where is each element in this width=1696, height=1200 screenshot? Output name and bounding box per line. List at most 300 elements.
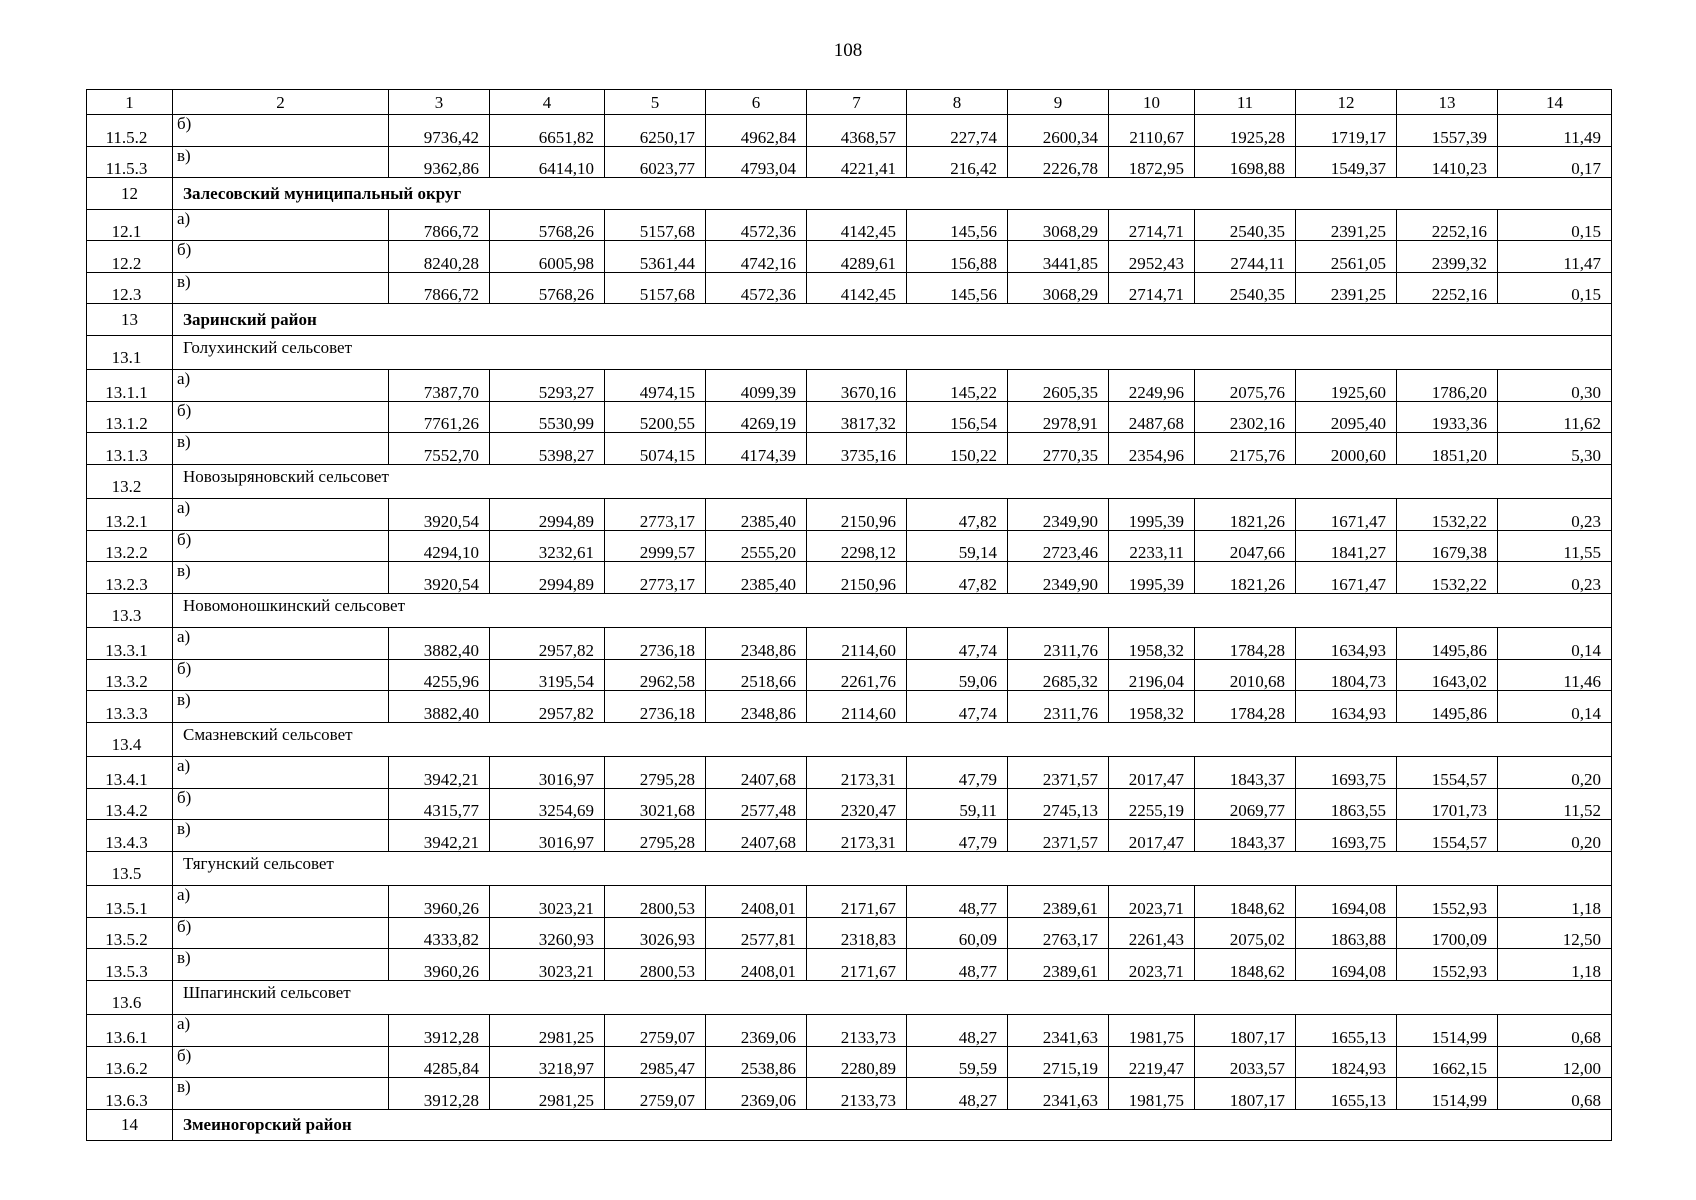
value-cell: 2723,46 — [1008, 530, 1109, 562]
table-row — [87, 530, 1612, 562]
value-cell: 0,17 — [1498, 146, 1612, 178]
value-cell: 2408,01 — [706, 886, 807, 918]
value-cell: 1655,13 — [1296, 1015, 1397, 1047]
value-cell: 1807,17 — [1195, 1015, 1296, 1047]
value-cell: 2261,76 — [807, 659, 907, 691]
value-cell: 59,11 — [907, 788, 1008, 820]
value-cell: 1,18 — [1498, 949, 1612, 981]
value-cell: 1532,22 — [1397, 499, 1498, 531]
value-cell: 1698,88 — [1195, 146, 1296, 178]
value-cell: 6023,77 — [605, 146, 706, 178]
value-cell: 2407,68 — [706, 757, 807, 789]
value-cell: 2017,47 — [1109, 820, 1195, 852]
row-code: 14 — [87, 1109, 173, 1141]
value-cell: 2341,63 — [1008, 1015, 1109, 1047]
value-cell: 1843,37 — [1195, 820, 1296, 852]
value-cell: 2114,60 — [807, 691, 907, 723]
row-code: 13.2.1 — [87, 499, 173, 531]
row-code: 13.4.2 — [87, 788, 173, 820]
value-cell: 3068,29 — [1008, 272, 1109, 304]
value-cell: 1693,75 — [1296, 757, 1397, 789]
value-cell: 7866,72 — [389, 209, 490, 241]
value-cell: 1495,86 — [1397, 628, 1498, 660]
value-cell: 1634,93 — [1296, 628, 1397, 660]
row-code: 13.3.2 — [87, 659, 173, 691]
value-cell: 3016,97 — [490, 757, 605, 789]
value-cell: 2685,32 — [1008, 659, 1109, 691]
row-variant-label: а) — [173, 886, 389, 918]
value-cell: 2391,25 — [1296, 272, 1397, 304]
value-cell: 2110,67 — [1109, 115, 1195, 147]
value-cell: 3441,85 — [1008, 241, 1109, 273]
value-cell: 1933,36 — [1397, 401, 1498, 433]
table-row — [87, 1046, 1612, 1078]
value-cell: 2736,18 — [605, 691, 706, 723]
section-title: Змеиногорский район — [173, 1109, 1612, 1141]
row-code: 13.1 — [87, 335, 173, 370]
value-cell: 1848,62 — [1195, 949, 1296, 981]
value-cell: 2981,25 — [490, 1015, 605, 1047]
value-cell: 2538,86 — [706, 1046, 807, 1078]
table-row — [87, 659, 1612, 691]
value-cell: 1786,20 — [1397, 370, 1498, 402]
value-cell: 2795,28 — [605, 757, 706, 789]
row-code: 13.1.2 — [87, 401, 173, 433]
value-cell: 1995,39 — [1109, 499, 1195, 531]
value-cell: 3254,69 — [490, 788, 605, 820]
value-cell: 2773,17 — [605, 562, 706, 594]
value-cell: 1554,57 — [1397, 820, 1498, 852]
value-cell: 3021,68 — [605, 788, 706, 820]
value-cell: 1557,39 — [1397, 115, 1498, 147]
value-cell: 2233,11 — [1109, 530, 1195, 562]
table-row — [87, 272, 1612, 304]
table-row — [87, 788, 1612, 820]
value-cell: 2759,07 — [605, 1078, 706, 1110]
page-number: 108 — [833, 40, 863, 61]
value-cell: 9362,86 — [389, 146, 490, 178]
row-code: 13.6.2 — [87, 1046, 173, 1078]
value-cell: 1784,28 — [1195, 691, 1296, 723]
value-cell: 7387,70 — [389, 370, 490, 402]
value-cell: 4285,84 — [389, 1046, 490, 1078]
value-cell: 0,14 — [1498, 628, 1612, 660]
value-cell: 1662,15 — [1397, 1046, 1498, 1078]
value-cell: 2255,19 — [1109, 788, 1195, 820]
value-cell: 2017,47 — [1109, 757, 1195, 789]
value-cell: 5768,26 — [490, 272, 605, 304]
row-code: 13.5.2 — [87, 917, 173, 949]
column-header: 6 — [706, 90, 807, 115]
value-cell: 2371,57 — [1008, 820, 1109, 852]
value-cell: 2962,58 — [605, 659, 706, 691]
value-cell: 2298,12 — [807, 530, 907, 562]
row-variant-label: а) — [173, 628, 389, 660]
value-cell: 2952,43 — [1109, 241, 1195, 273]
value-cell: 2075,02 — [1195, 917, 1296, 949]
value-cell: 1925,28 — [1195, 115, 1296, 147]
row-variant-label: в) — [173, 949, 389, 981]
value-cell: 4269,19 — [706, 401, 807, 433]
value-cell: 1821,26 — [1195, 562, 1296, 594]
value-cell: 1655,13 — [1296, 1078, 1397, 1110]
value-cell: 3023,21 — [490, 886, 605, 918]
value-cell: 2399,32 — [1397, 241, 1498, 273]
table-row — [87, 209, 1612, 241]
value-cell: 2577,81 — [706, 917, 807, 949]
value-cell: 1694,08 — [1296, 949, 1397, 981]
value-cell: 3912,28 — [389, 1078, 490, 1110]
value-cell: 2095,40 — [1296, 401, 1397, 433]
value-cell: 3218,97 — [490, 1046, 605, 1078]
value-cell: 2000,60 — [1296, 433, 1397, 465]
value-cell: 5293,27 — [490, 370, 605, 402]
value-cell: 2369,06 — [706, 1015, 807, 1047]
table-row — [87, 370, 1612, 402]
value-cell: 2349,90 — [1008, 499, 1109, 531]
value-cell: 2175,76 — [1195, 433, 1296, 465]
value-cell: 4974,15 — [605, 370, 706, 402]
value-cell: 2999,57 — [605, 530, 706, 562]
value-cell: 2385,40 — [706, 499, 807, 531]
column-header: 9 — [1008, 90, 1109, 115]
value-cell: 1410,23 — [1397, 146, 1498, 178]
row-code: 11.5.2 — [87, 115, 173, 147]
row-code: 13.4.3 — [87, 820, 173, 852]
table-row — [87, 115, 1612, 147]
row-variant-label: а) — [173, 499, 389, 531]
row-code: 13.1.3 — [87, 433, 173, 465]
value-cell: 1552,93 — [1397, 949, 1498, 981]
column-header: 14 — [1498, 90, 1612, 115]
value-cell: 2311,76 — [1008, 691, 1109, 723]
row-code: 13 — [87, 304, 173, 336]
row-variant-label: в) — [173, 820, 389, 852]
value-cell: 4099,39 — [706, 370, 807, 402]
value-cell: 0,68 — [1498, 1015, 1612, 1047]
table-row — [87, 757, 1612, 789]
value-cell: 3068,29 — [1008, 209, 1109, 241]
value-cell: 0,68 — [1498, 1078, 1612, 1110]
value-cell: 5157,68 — [605, 209, 706, 241]
value-cell: 5,30 — [1498, 433, 1612, 465]
value-cell: 4174,39 — [706, 433, 807, 465]
subsection-title: Смазневский сельсовет — [173, 722, 1612, 757]
value-cell: 1981,75 — [1109, 1015, 1195, 1047]
row-variant-label: б) — [173, 401, 389, 433]
row-variant-label: а) — [173, 209, 389, 241]
value-cell: 6005,98 — [490, 241, 605, 273]
column-header: 7 — [807, 90, 907, 115]
value-cell: 3882,40 — [389, 691, 490, 723]
value-cell: 4221,41 — [807, 146, 907, 178]
value-cell: 0,14 — [1498, 691, 1612, 723]
value-cell: 48,77 — [907, 949, 1008, 981]
row-variant-label: б) — [173, 788, 389, 820]
value-cell: 7552,70 — [389, 433, 490, 465]
subsection-row — [87, 593, 1612, 628]
value-cell: 4368,57 — [807, 115, 907, 147]
table-row — [87, 1015, 1612, 1047]
value-cell: 3260,93 — [490, 917, 605, 949]
column-header: 11 — [1195, 90, 1296, 115]
row-code: 13.6.1 — [87, 1015, 173, 1047]
value-cell: 2957,82 — [490, 691, 605, 723]
subsection-title: Новозыряновский сельсовет — [173, 464, 1612, 499]
value-cell: 2133,73 — [807, 1015, 907, 1047]
value-cell: 11,47 — [1498, 241, 1612, 273]
value-cell: 1532,22 — [1397, 562, 1498, 594]
value-cell: 1554,57 — [1397, 757, 1498, 789]
value-cell: 2348,86 — [706, 628, 807, 660]
value-cell: 216,42 — [907, 146, 1008, 178]
value-cell: 60,09 — [907, 917, 1008, 949]
row-variant-label: б) — [173, 241, 389, 273]
subsection-title: Тягунский сельсовет — [173, 851, 1612, 886]
value-cell: 4289,61 — [807, 241, 907, 273]
value-cell: 1841,27 — [1296, 530, 1397, 562]
column-header: 4 — [490, 90, 605, 115]
value-cell: 2408,01 — [706, 949, 807, 981]
value-cell: 3195,54 — [490, 659, 605, 691]
section-row — [87, 304, 1612, 336]
value-cell: 145,22 — [907, 370, 1008, 402]
table-row — [87, 820, 1612, 852]
row-variant-label: в) — [173, 691, 389, 723]
value-cell: 2033,57 — [1195, 1046, 1296, 1078]
value-cell: 4315,77 — [389, 788, 490, 820]
row-code: 12.1 — [87, 209, 173, 241]
value-cell: 59,59 — [907, 1046, 1008, 1078]
value-cell: 145,56 — [907, 272, 1008, 304]
value-cell: 0,23 — [1498, 562, 1612, 594]
value-cell: 1851,20 — [1397, 433, 1498, 465]
row-variant-label: а) — [173, 1015, 389, 1047]
value-cell: 3016,97 — [490, 820, 605, 852]
value-cell: 3960,26 — [389, 886, 490, 918]
row-variant-label: в) — [173, 433, 389, 465]
value-cell: 1671,47 — [1296, 499, 1397, 531]
value-cell: 2540,35 — [1195, 272, 1296, 304]
value-cell: 2010,68 — [1195, 659, 1296, 691]
value-cell: 4142,45 — [807, 209, 907, 241]
value-cell: 7761,26 — [389, 401, 490, 433]
value-cell: 4142,45 — [807, 272, 907, 304]
value-cell: 2371,57 — [1008, 757, 1109, 789]
value-cell: 3942,21 — [389, 820, 490, 852]
value-cell: 2226,78 — [1008, 146, 1109, 178]
value-cell: 1925,60 — [1296, 370, 1397, 402]
value-cell: 12,00 — [1498, 1046, 1612, 1078]
value-cell: 2540,35 — [1195, 209, 1296, 241]
value-cell: 3942,21 — [389, 757, 490, 789]
value-cell: 4742,16 — [706, 241, 807, 273]
value-cell: 2171,67 — [807, 886, 907, 918]
value-cell: 1958,32 — [1109, 691, 1195, 723]
value-cell: 3882,40 — [389, 628, 490, 660]
value-cell: 2795,28 — [605, 820, 706, 852]
value-cell: 47,74 — [907, 628, 1008, 660]
value-cell: 1981,75 — [1109, 1078, 1195, 1110]
row-code: 12.3 — [87, 272, 173, 304]
row-variant-label: в) — [173, 146, 389, 178]
section-title: Заринский район — [173, 304, 1612, 336]
value-cell: 2280,89 — [807, 1046, 907, 1078]
subsection-row — [87, 464, 1612, 499]
value-cell: 2714,71 — [1109, 209, 1195, 241]
value-cell: 156,54 — [907, 401, 1008, 433]
table-row — [87, 691, 1612, 723]
value-cell: 5530,99 — [490, 401, 605, 433]
column-header: 13 — [1397, 90, 1498, 115]
value-cell: 1995,39 — [1109, 562, 1195, 594]
row-variant-label: б) — [173, 115, 389, 147]
value-cell: 3670,16 — [807, 370, 907, 402]
value-cell: 2252,16 — [1397, 272, 1498, 304]
value-cell: 2075,76 — [1195, 370, 1296, 402]
subsection-row — [87, 722, 1612, 757]
value-cell: 1784,28 — [1195, 628, 1296, 660]
value-cell: 1821,26 — [1195, 499, 1296, 531]
value-cell: 145,56 — [907, 209, 1008, 241]
value-cell: 2023,71 — [1109, 949, 1195, 981]
value-cell: 8240,28 — [389, 241, 490, 273]
value-cell: 1671,47 — [1296, 562, 1397, 594]
value-cell: 2714,71 — [1109, 272, 1195, 304]
value-cell: 6414,10 — [490, 146, 605, 178]
subsection-row — [87, 851, 1612, 886]
value-cell: 2605,35 — [1008, 370, 1109, 402]
value-cell: 2341,63 — [1008, 1078, 1109, 1110]
row-code: 13.5.1 — [87, 886, 173, 918]
table-body — [87, 115, 1612, 1141]
value-cell: 0,15 — [1498, 209, 1612, 241]
row-variant-label: б) — [173, 659, 389, 691]
value-cell: 2744,11 — [1195, 241, 1296, 273]
table-row — [87, 241, 1612, 273]
row-code: 13.2.2 — [87, 530, 173, 562]
row-variant-label: в) — [173, 272, 389, 304]
value-cell: 2114,60 — [807, 628, 907, 660]
value-cell: 11,55 — [1498, 530, 1612, 562]
table-row — [87, 499, 1612, 531]
value-cell: 2957,82 — [490, 628, 605, 660]
section-title: Залесовский муниципальный округ — [173, 178, 1612, 210]
value-cell: 2745,13 — [1008, 788, 1109, 820]
column-header: 8 — [907, 90, 1008, 115]
value-cell: 5768,26 — [490, 209, 605, 241]
value-cell: 3817,32 — [807, 401, 907, 433]
column-header: 1 — [87, 90, 173, 115]
value-cell: 2994,89 — [490, 499, 605, 531]
value-cell: 1700,09 — [1397, 917, 1498, 949]
value-cell: 2555,20 — [706, 530, 807, 562]
value-cell: 2173,31 — [807, 820, 907, 852]
value-cell: 1634,93 — [1296, 691, 1397, 723]
value-cell: 3232,61 — [490, 530, 605, 562]
value-cell: 7866,72 — [389, 272, 490, 304]
row-code: 11.5.3 — [87, 146, 173, 178]
table-row — [87, 433, 1612, 465]
row-variant-label: в) — [173, 562, 389, 594]
value-cell: 2800,53 — [605, 949, 706, 981]
value-cell: 2150,96 — [807, 499, 907, 531]
subsection-title: Голухинский сельсовет — [173, 335, 1612, 370]
row-code: 13.2.3 — [87, 562, 173, 594]
row-code: 13.4.1 — [87, 757, 173, 789]
value-cell: 1863,55 — [1296, 788, 1397, 820]
column-header: 2 — [173, 90, 389, 115]
value-cell: 5361,44 — [605, 241, 706, 273]
row-code: 13.4 — [87, 722, 173, 757]
value-cell: 3735,16 — [807, 433, 907, 465]
value-cell: 47,79 — [907, 820, 1008, 852]
value-cell: 3026,93 — [605, 917, 706, 949]
row-variant-label: а) — [173, 757, 389, 789]
value-cell: 4572,36 — [706, 209, 807, 241]
subsection-title: Новомоношкинский сельсовет — [173, 593, 1612, 628]
value-cell: 1693,75 — [1296, 820, 1397, 852]
value-cell: 12,50 — [1498, 917, 1612, 949]
value-cell: 1,18 — [1498, 886, 1612, 918]
value-cell: 2318,83 — [807, 917, 907, 949]
row-code: 13.5.3 — [87, 949, 173, 981]
value-cell: 5200,55 — [605, 401, 706, 433]
value-cell: 2150,96 — [807, 562, 907, 594]
value-cell: 2561,05 — [1296, 241, 1397, 273]
value-cell: 2978,91 — [1008, 401, 1109, 433]
value-cell: 2385,40 — [706, 562, 807, 594]
value-cell: 47,82 — [907, 499, 1008, 531]
value-cell: 0,15 — [1498, 272, 1612, 304]
value-cell: 150,22 — [907, 433, 1008, 465]
value-cell: 2249,96 — [1109, 370, 1195, 402]
section-row — [87, 1109, 1612, 1141]
table-row — [87, 628, 1612, 660]
row-code: 13.3.3 — [87, 691, 173, 723]
table-row — [87, 917, 1612, 949]
value-cell: 1514,99 — [1397, 1078, 1498, 1110]
value-cell: 4962,84 — [706, 115, 807, 147]
row-variant-label: б) — [173, 1046, 389, 1078]
value-cell: 2773,17 — [605, 499, 706, 531]
value-cell: 0,30 — [1498, 370, 1612, 402]
table-row — [87, 1078, 1612, 1110]
value-cell: 156,88 — [907, 241, 1008, 273]
value-cell: 11,46 — [1498, 659, 1612, 691]
value-cell: 2981,25 — [490, 1078, 605, 1110]
value-cell: 2069,77 — [1195, 788, 1296, 820]
value-cell: 2320,47 — [807, 788, 907, 820]
value-cell: 2389,61 — [1008, 886, 1109, 918]
column-header: 10 — [1109, 90, 1195, 115]
value-cell: 1804,73 — [1296, 659, 1397, 691]
row-code: 12.2 — [87, 241, 173, 273]
value-cell: 1679,38 — [1397, 530, 1498, 562]
value-cell: 2311,76 — [1008, 628, 1109, 660]
row-code: 13.6.3 — [87, 1078, 173, 1110]
subsection-row — [87, 335, 1612, 370]
value-cell: 11,52 — [1498, 788, 1612, 820]
row-code: 13.3.1 — [87, 628, 173, 660]
value-cell: 47,79 — [907, 757, 1008, 789]
value-cell: 1843,37 — [1195, 757, 1296, 789]
value-cell: 2171,67 — [807, 949, 907, 981]
value-cell: 2994,89 — [490, 562, 605, 594]
value-cell: 3023,21 — [490, 949, 605, 981]
value-cell: 5398,27 — [490, 433, 605, 465]
value-cell: 9736,42 — [389, 115, 490, 147]
